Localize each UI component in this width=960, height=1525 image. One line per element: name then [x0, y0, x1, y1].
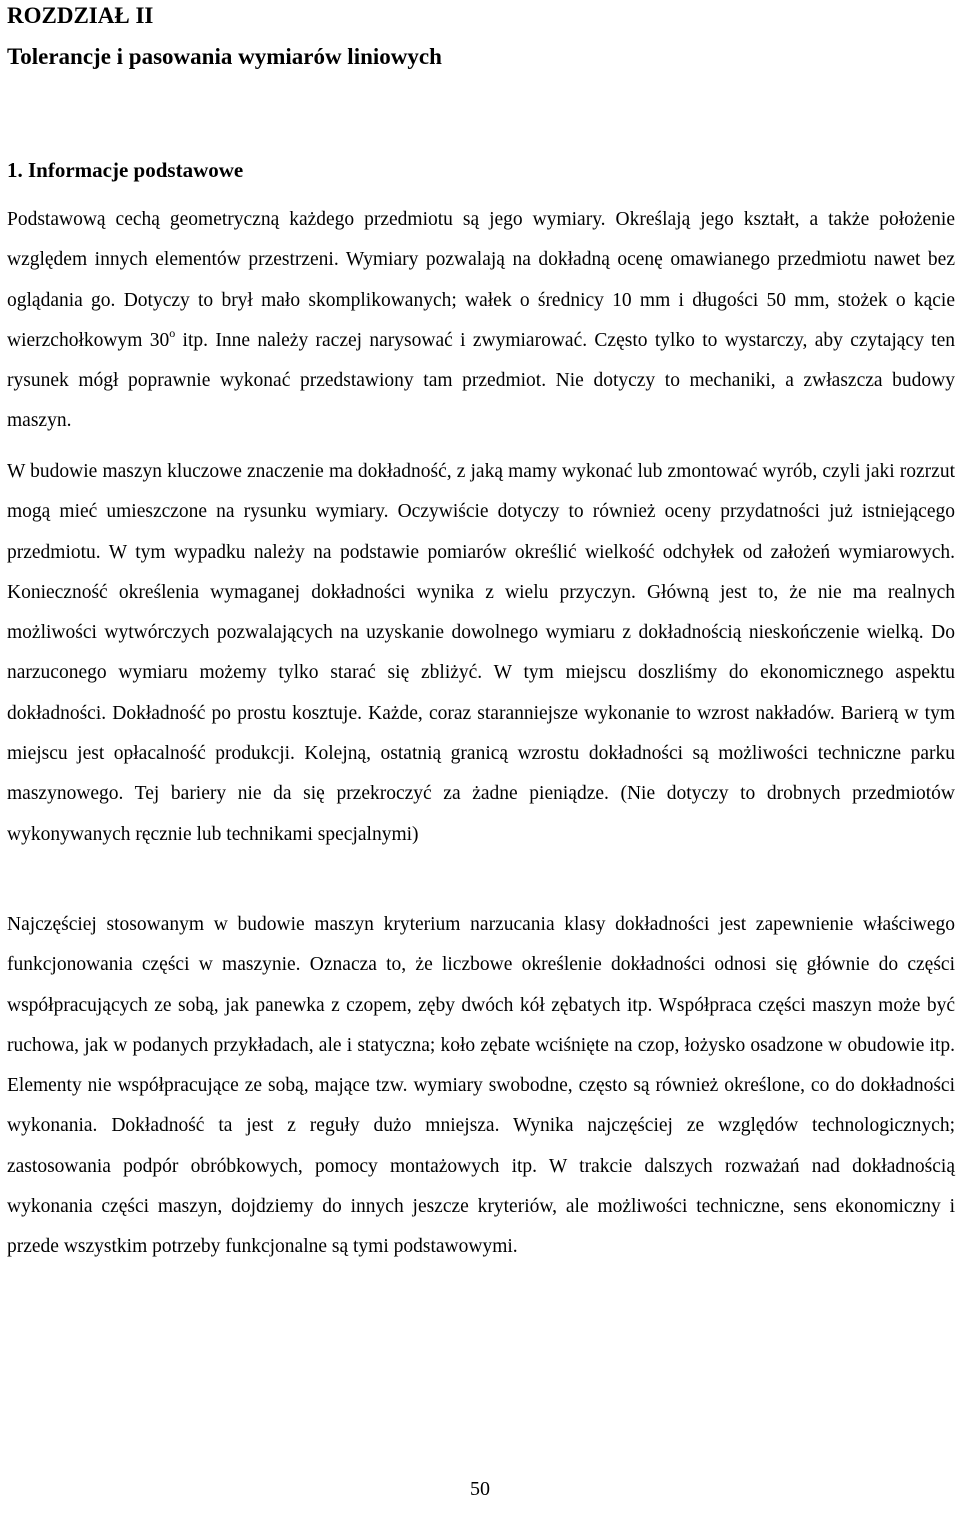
paragraph-accuracy: W budowie maszyn kluczowe znaczenie ma dokładność, z jaką mamy wykonać lub zmontować wyrób, czyli jaki rozrzut mogą mieć umieszczone na rysunku wymiary. Oczywiście dotyczy to również oceny przydatności już istniejącego przedmiotu. W tym wypadku należy na podstawie pomiarów określić wielkość odchyłek od założeń wymiarowych. Konieczność określenia wymaganej dokładności wynika z wielu przyczyn. Główną jest to, że nie ma realnych możliwości wytwórczych pozwalających na uzyskanie dowolnego wymiaru z dokładnością nieskończenie wielką. Do narzuconego wymiaru możemy tylko starać się zbliżyć. W tym miejscu doszliśmy do ekonomicznego aspektu dokładności. Dokładność po prostu kosztuje. Każde, coraz staranniejsze wykonanie to wzrost nakładów. Barierą w tym miejscu jest opłacalność produkcji. Kolejną, ostatnią granicą wzrostu dokładności są możliwości techniczne parku maszynowego. Tej bariery nie da się przekroczyć za żadne pieniądze. (Nie dotyczy to drobnych przedmiotów wykonywanych ręcznie lub technikami specjalnymi) [7, 461, 955, 845]
section-heading: 1. Informacje podstawowe [7, 158, 244, 182]
paragraph-intro-text-b: itp. Inne należy raczej narysować i zwymiarować. Często tylko to wystarczy, aby czytający ten rysunek mógł poprawnie wykonać przedstawiony tam przedmiot. Nie dotyczy to mechaniki, a zwłaszcza budowy maszyn. [7, 329, 955, 432]
page-number: 50 [470, 1478, 490, 1500]
degree-superscript: o [169, 325, 176, 340]
chapter-heading: ROZDZIAŁ II [7, 3, 154, 28]
paragraph-intro-text-a: Podstawową cechą geometryczną każdego przedmiotu są jego wymiary. Określają jego kształt, a także położenie względem innych elementów przestrzeni. Wymiary pozwalają na dokładną ocenę omawianego przedmiotu nawet bez oglądania go. Dotyczy to brył mało skomplikowanych; wałek o średnicy 10 mm i długości 50 mm, stożek o kącie wierzchołkowym 30 [7, 209, 955, 351]
paragraph-intro [7, 200, 955, 442]
chapter-title: Tolerancje i pasowania wymiarów liniowych [7, 44, 442, 69]
paragraph-criteria: Najczęściej stosowanym w budowie maszyn kryterium narzucania klasy dokładności jest zapewnienie właściwego funkcjonowania części w maszynie. Oznacza to, że liczbowe określenie dokładności odnosi się głównie do części współpracujących ze sobą, jak panewka z czopem, zęby dwóch kół zębatych itp. Współpraca części maszyn może być ruchowa, jak w podanych przykładach, ale i statyczna; koło zębate wciśnięte na czop, łożysko osadzone w obudowie itp. Elementy nie współpracujące ze sobą, mające tzw. wymiary swobodne, często są również określone, co do dokładności wykonania. Dokładność ta jest z reguły dużo mniejsza. Wynika najczęściej ze względów technologicznych; zastosowania podpór obróbkowych, pomocy montażowych itp. W trakcie dalszych rozważań nad dokładnością wykonania części maszyn, dojdziemy do innych jeszcze kryteriów, ale możliwości techniczne, sens ekonomiczny i przede wszystkim potrzeby funkcjonalne są tymi podstawowymi. [7, 914, 955, 1258]
